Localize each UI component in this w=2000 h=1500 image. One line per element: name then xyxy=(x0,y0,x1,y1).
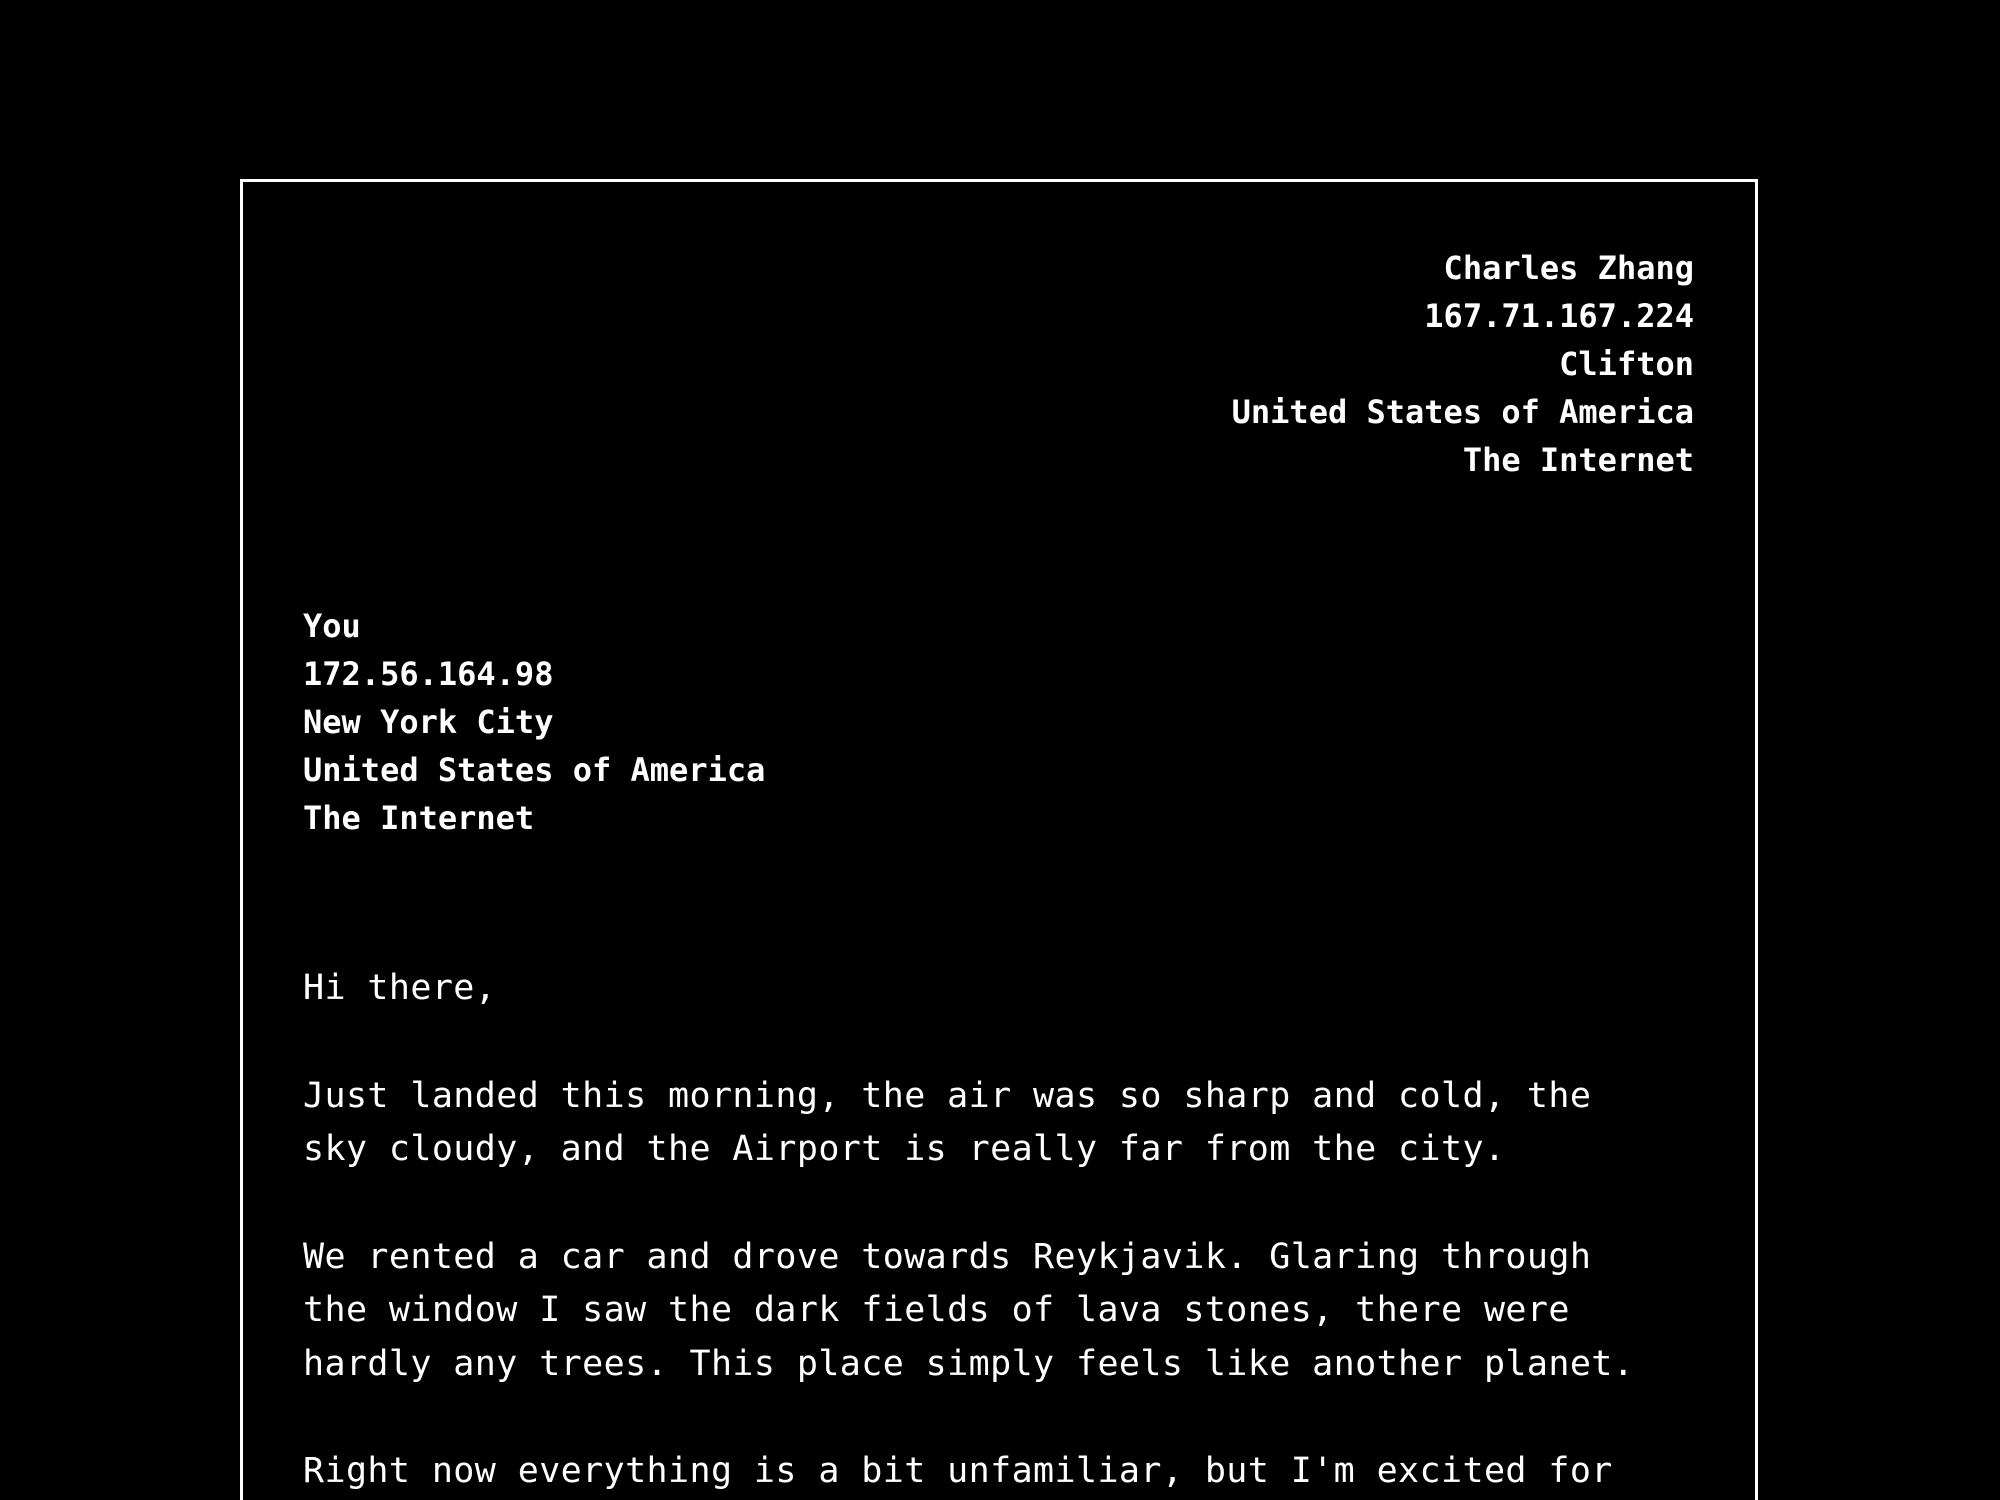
paragraph-line: Right now everything is a bit unfamiliar, but I'm excited for xyxy=(303,1451,1613,1491)
sender-city: Clifton xyxy=(1559,345,1694,383)
sender-country: United States of America xyxy=(1231,393,1694,431)
sender-ip: 167.71.167.224 xyxy=(1424,297,1694,335)
sender-address-block xyxy=(1232,244,1694,484)
recipient-country: United States of America xyxy=(303,751,766,789)
paragraph-line: sky cloudy, and the Airport is really far from the city. xyxy=(303,1129,1506,1169)
letter-frame xyxy=(240,179,1758,1500)
paragraph-arrival xyxy=(303,1070,1723,1177)
recipient-ip: 172.56.164.98 xyxy=(303,655,554,693)
paragraph-line: We rented a car and drove towards Reykjavik. Glaring through xyxy=(303,1236,1592,1277)
sender-network: The Internet xyxy=(1462,441,1694,479)
recipient-address-block xyxy=(303,602,765,842)
paragraph-line: hardly any trees. This place simply feels like another planet. xyxy=(303,1343,1635,1384)
paragraph-line: the window I saw the dark fields of lava stones, there were xyxy=(303,1290,1570,1330)
letter-body xyxy=(303,962,1723,1500)
recipient-name: You xyxy=(303,607,361,645)
paragraph-feelings xyxy=(303,1445,1723,1499)
recipient-city: New York City xyxy=(303,703,554,741)
recipient-network: The Internet xyxy=(303,799,535,837)
paragraph-line: Just landed this morning, the air was so sharp and cold, the xyxy=(303,1075,1592,1116)
sender-name: Charles Zhang xyxy=(1443,249,1694,287)
greeting: Hi there, xyxy=(303,968,497,1008)
paragraph-drive xyxy=(303,1231,1723,1392)
